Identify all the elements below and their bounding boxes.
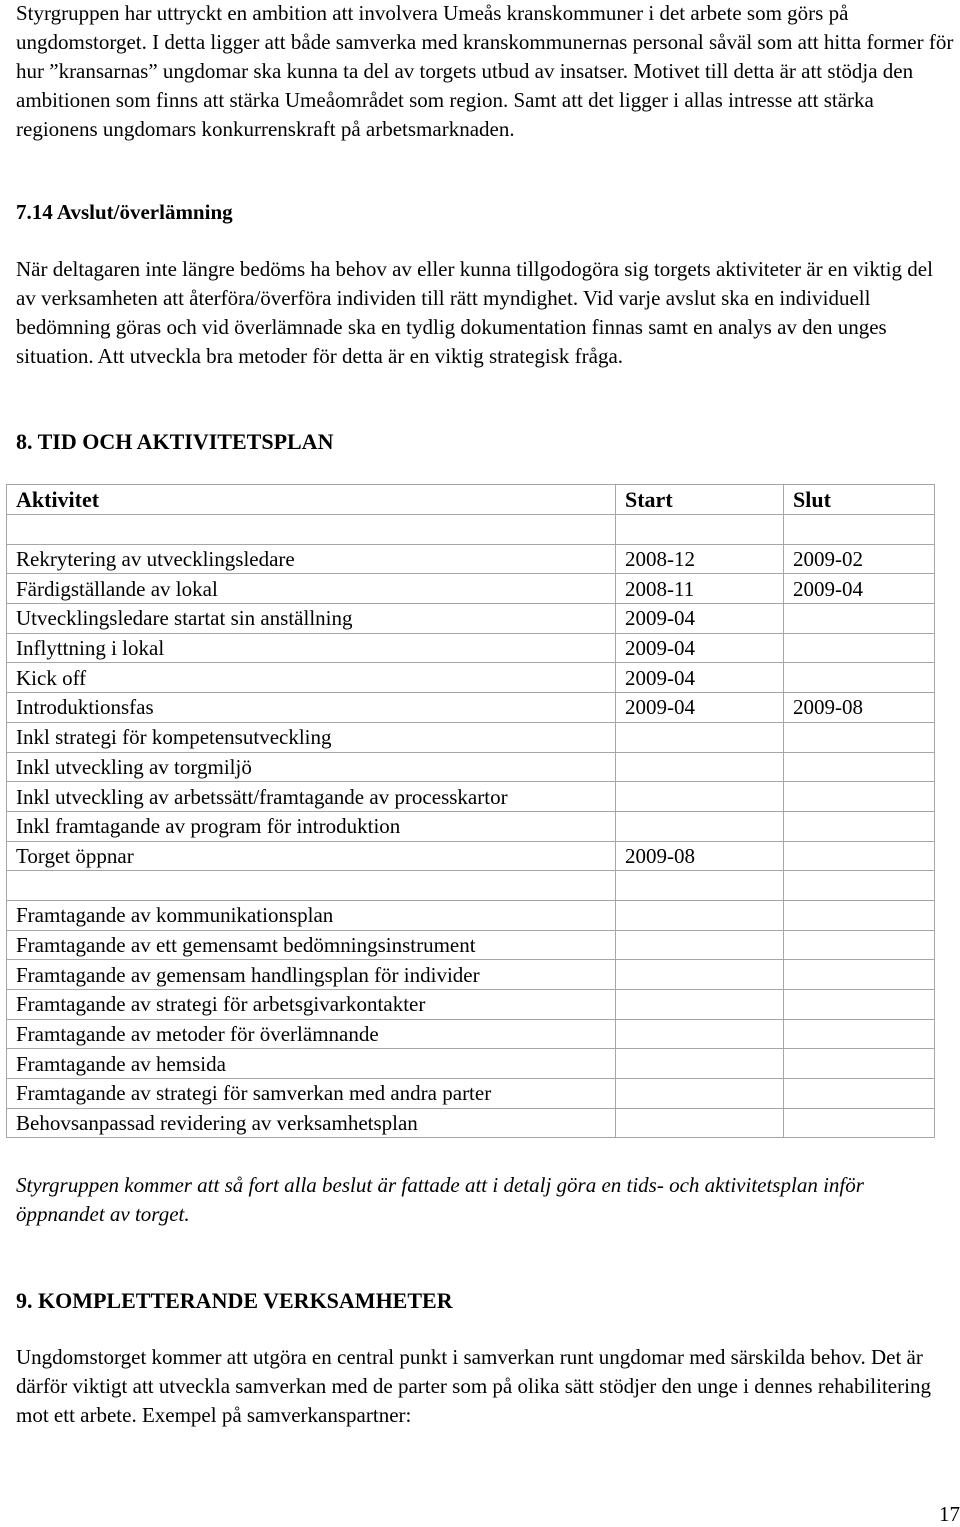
- end-cell: [784, 841, 935, 871]
- table-row: [7, 900, 935, 930]
- end-cell: [784, 1019, 935, 1049]
- activity-cell: Rekrytering av utvecklingsledare: [7, 544, 616, 574]
- activity-cell: [7, 515, 616, 545]
- activity-cell: Behovsanpassad revidering av verksamhetsplan: [7, 1108, 616, 1138]
- activity-cell: Kick off: [7, 663, 616, 693]
- start-cell: [616, 930, 784, 960]
- end-cell: [784, 1079, 935, 1109]
- start-cell: 2009-04: [616, 604, 784, 634]
- activity-cell: Torget öppnar: [7, 841, 616, 871]
- activity-cell: Inkl framtagande av program för introduktion: [7, 811, 616, 841]
- end-cell: 2009-08: [784, 693, 935, 723]
- activity-cell: Introduktionsfas: [7, 693, 616, 723]
- header-start: Start: [616, 485, 784, 515]
- start-cell: 2008-12: [616, 544, 784, 574]
- table-row: [7, 752, 935, 782]
- table-row: [7, 782, 935, 812]
- table-header-row: [7, 485, 935, 515]
- table-row: [7, 960, 935, 990]
- table-row: [7, 663, 935, 693]
- table-row: [7, 1049, 935, 1079]
- table-row: [7, 544, 935, 574]
- start-cell: [616, 1049, 784, 1079]
- plan-note: Styrgruppen kommer att så fort alla beslut är fattade att i detalj göra en tids- och aktivitetsplan inför öppnandet av torget.: [16, 1173, 864, 1226]
- table-row: [7, 1108, 935, 1138]
- start-cell: [616, 782, 784, 812]
- table-row: [7, 693, 935, 723]
- table-body: [7, 515, 935, 1138]
- start-cell: 2009-04: [616, 693, 784, 723]
- end-cell: 2009-02: [784, 544, 935, 574]
- table-row: [7, 515, 935, 545]
- table-row: [7, 1019, 935, 1049]
- table-row: [7, 811, 935, 841]
- start-cell: [616, 960, 784, 990]
- start-cell: 2008-11: [616, 574, 784, 604]
- section-7-14-paragraph: När deltagaren inte längre bedöms ha behov av eller kunna tillgodogöra sig torgets aktiviteter är en viktig del av verksamheten att återföra/överföra individen till rätt myndighet. Vid varje avslut ska en individuell bedömning göras och vid överlämnade ska en tydlig dokumentation finnas samt en analys av den unges situation. Att utveckla bra metoder för detta är en viktig strategisk fråga.: [16, 257, 933, 368]
- header-aktivitet: Aktivitet: [7, 485, 616, 515]
- end-cell: [784, 1108, 935, 1138]
- end-cell: 2009-04: [784, 574, 935, 604]
- header-slut: Slut: [784, 485, 935, 515]
- activity-cell: Färdigställande av lokal: [7, 574, 616, 604]
- end-cell: [784, 515, 935, 545]
- table-row: [7, 841, 935, 871]
- start-cell: [616, 871, 784, 901]
- table-row: [7, 633, 935, 663]
- end-cell: [784, 663, 935, 693]
- activity-cell: Inkl strategi för kompetensutveckling: [7, 722, 616, 752]
- start-cell: [616, 1019, 784, 1049]
- start-cell: [616, 722, 784, 752]
- activity-cell: Framtagande av gemensam handlingsplan för individer: [7, 960, 616, 990]
- section-8-heading: 8. TID OCH AKTIVITETSPLAN: [16, 429, 334, 454]
- start-cell: [616, 900, 784, 930]
- activity-cell: Framtagande av strategi för samverkan med andra parter: [7, 1079, 616, 1109]
- end-cell: [784, 604, 935, 634]
- activity-cell: Framtagande av kommunikationsplan: [7, 900, 616, 930]
- activity-cell: Utvecklingsledare startat sin anställning: [7, 604, 616, 634]
- page-number: 17: [939, 1502, 960, 1526]
- end-cell: [784, 900, 935, 930]
- start-cell: [616, 515, 784, 545]
- activity-cell: Inkl utveckling av torgmiljö: [7, 752, 616, 782]
- table-row: [7, 871, 935, 901]
- start-cell: [616, 1108, 784, 1138]
- end-cell: [784, 722, 935, 752]
- start-cell: [616, 752, 784, 782]
- activity-cell: Framtagande av ett gemensamt bedömningsinstrument: [7, 930, 616, 960]
- table-row: [7, 722, 935, 752]
- table-row: [7, 574, 935, 604]
- activity-cell: Inflyttning i lokal: [7, 633, 616, 663]
- activity-cell: Framtagande av metoder för överlämnande: [7, 1019, 616, 1049]
- end-cell: [784, 633, 935, 663]
- start-cell: 2009-04: [616, 633, 784, 663]
- table-row: [7, 930, 935, 960]
- end-cell: [784, 1049, 935, 1079]
- table-row: [7, 1079, 935, 1109]
- activity-cell: Inkl utveckling av arbetssätt/framtagande av processkartor: [7, 782, 616, 812]
- activity-cell: Framtagande av hemsida: [7, 1049, 616, 1079]
- end-cell: [784, 990, 935, 1020]
- end-cell: [784, 960, 935, 990]
- table-row: [7, 604, 935, 634]
- start-cell: [616, 990, 784, 1020]
- start-cell: [616, 1079, 784, 1109]
- end-cell: [784, 871, 935, 901]
- section-9-paragraph: Ungdomstorget kommer att utgöra en central punkt i samverkan runt ungdomar med särskilda behov. Det är därför viktigt att utveckla samverkan med de parter som på olika sätt stödjer den unge i dennes rehabilitering mot ett arbete. Exempel på samverkanspartner:: [16, 1345, 931, 1427]
- section-9-heading: 9. KOMPLETTERANDE VERKSAMHETER: [16, 1288, 453, 1313]
- activity-plan-table: [6, 484, 935, 1138]
- end-cell: [784, 782, 935, 812]
- start-cell: [616, 811, 784, 841]
- start-cell: 2009-08: [616, 841, 784, 871]
- end-cell: [784, 930, 935, 960]
- activity-cell: Framtagande av strategi för arbetsgivarkontakter: [7, 990, 616, 1020]
- start-cell: 2009-04: [616, 663, 784, 693]
- end-cell: [784, 752, 935, 782]
- section-7-14-heading: 7.14 Avslut/överlämning: [16, 200, 233, 224]
- end-cell: [784, 811, 935, 841]
- intro-paragraph: Styrgruppen har uttryckt en ambition att involvera Umeås kranskommuner i det arbete som görs på ungdomstorget. I detta ligger att både samverka med kranskommunernas personal såväl som att hitta former för hur ”kransarnas” ungdomar ska kunna ta del av torgets utbud av insatser. Motivet till detta är att stödja den ambitionen som finns att stärka Umeåområdet som region. Samt att det ligger i allas intresse att stärka regionens ungdomars konkurrenskraft på arbetsmarknaden.: [16, 1, 954, 141]
- table-row: [7, 990, 935, 1020]
- activity-cell: [7, 871, 616, 901]
